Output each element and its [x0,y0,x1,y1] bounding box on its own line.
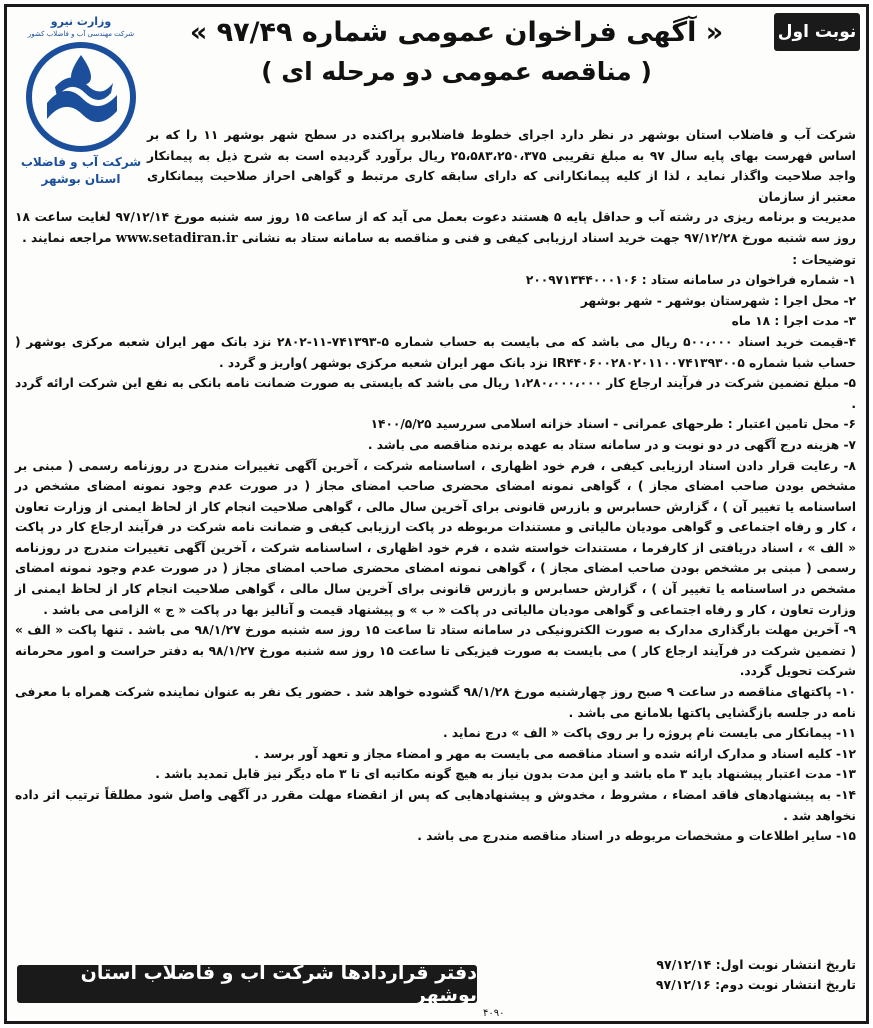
notes-list [15,270,856,847]
list-item-text: شهرستان بوشهر - شهر بوشهر [580,293,774,308]
logo-ministry-text: وزارت نیرو [50,15,112,28]
publication-date-second: تاریخ انتشار نوبت دوم: ۹۷/۱۲/۱۶ [655,977,856,992]
list-item [15,291,856,312]
notes-heading: توضیحات : [792,252,856,267]
announcement-body [15,125,856,847]
page-title: « آگهی فراخوان عمومی شماره ۹۷/۴۹ » [189,17,724,48]
intro-paragraph: شرکت آب و فاضلاب استان بوشهر در نظر دارد اجرای خطوط فاضلابرو پراکنده در سطح شهر بوشهر ۱۱ را که بر اساس فهرست بهای پایه سال ۹۷ به مبلغ تقریبی ۲۵،۵۸۳،۲۵۰،۳۷۵ ریال برآورد گردیده است به شرح ذیل به پیمانکار واجد صلاحیت واگذار نماید ، لذا از کلیه پیمانکارانی که دارای سابقه کاری مرتبط و گواهی احراز صلاحیت پیمانکاری معتبر از سازمان [147,128,857,204]
list-item [15,456,856,621]
list-item-text: ۲۰۰۹۷۱۳۴۴۰۰۰۱۰۶ [525,273,642,288]
list-item-text: ۹- آخرین مهلت بارگذاری مدارک به صورت الکترونیکی در سامانه ستاد تا ساعت ۱۵ روز سه شنبه مورخ ۹۸/۱/۲۷ می باشد . تنها پاکت « الف » ( تضمین شرکت در فرآیند ارجاع کار ) می بایست به صورت فیزیکی تا ساعت ۱۵ روز سه شنبه مورخ ۹۸/۱/۲۷ به دفتر حراست و امور محرمانه شرکت تحویل گردد. [15,623,857,679]
advertisement-page [4,4,869,1024]
list-item [15,311,856,332]
list-item-text: ۵- مبلغ تضمین شرکت در فرآیند ارجاع کار ۱،۲۸۰،۰۰۰،۰۰۰ ریال می باشد که بایستی به صورت ضمانت نامه بانکی به نفع این شرکت ارائه گردد . [15,376,856,411]
list-item-text: ۱۲- کلیه اسناد و مدارک ارائه شده و اسناد مناقصه می بایست به مهر و امضاء مجاز و تعهد آور برسد . [254,746,856,761]
intro-paragraph-tail [15,207,856,249]
list-item-text: ۸- رعایت قرار دادن اسناد ارزیابی کیفی ، فرم خود اظهاری ، اساسنامه شرکت ، آخرین آگهی تغییرات مندرج در روزنامه رسمی ( مبنی بر مشخص بودن صاحب امضای مجاز ) ، گواهی نمونه امضای محضری صاحب امضای مجاز ( در صورت عدم وجود نمونه امضای مشخص در اساسنامه یا تغییر آن ) ، گزارش حسابرس و بازرس قانونی برای آخرین سال مالی ، گواهی صلاحیت انجام کار از لحاظ ایمنی از وزارت تعاون ، کار و رفاه اجتماعی و گواهی مودیان مالیاتی و مستندات مربوطه در پاکت ارزیابی کیفی و ضمانت نامه شرکت در فرآیند ارجاع کار در پاکت « الف » ، اسناد دریافتی از کارفرما ، مستندات خواسته شده ، فرم خود اظهاری ، اساسنامه شرکت ، آخرین آگهی تغییرات مندرج در روزنامه رسمی ( مبنی بر مشخص بودن صاحب امضای مجاز ) ، گواهی نمونه امضای محضری صاحب امضای مجاز ( در صورت عدم وجود نمونه امضای مشخص در اساسنامه یا تغییر آن ) ، گزارش حسابرس و بازرس قانونی برای آخرین سال مالی ، گواهی صلاحیت انجام کار از لحاظ ایمنی از وزارت تعاون ، کار و رفاه اجتماعی و گواهی مودیان مالیاتی در پاکت « ب » و پیشنهاد قیمت و آنالیز بها در پاکت « ج » الزامی می باشد . [15,458,856,617]
logo-company-line1: شرکت آب و فاضلاب [20,155,142,169]
round-badge: نوبت اول [774,13,860,51]
list-item-text: ۱۸ ماه [731,314,775,329]
list-item [15,785,856,826]
website-link[interactable]: www.setadiran.ir [115,230,238,246]
logo-company-line2: استان بوشهر [41,172,121,186]
ad-code: ۴۰۹۰ [483,1008,505,1019]
list-item-text: ۱۴- به پیشنهادهای فاقد امضاء ، مشروط ، مخدوش و پیشنهادهایی که پس از انقضاء مهلت مقرر در آگهی واصل شود مطلقاً ترتیب اثر داده نخواهد شد . [15,788,856,823]
list-item [15,373,856,414]
publication-dates [656,955,856,995]
list-item-text: طرحهای عمرانی - اسناد خزانه اسلامی سررسید ۱۴۰۰/۵/۲۵ [370,417,728,432]
page-subtitle: ( مناقصه عمومی دو مرحله ای ) [261,57,652,86]
list-item [15,414,856,435]
list-item [15,826,856,847]
list-item-label: ۳- مدت اجرا : [774,314,856,329]
list-item-label: ۱- شماره فراخوان در سامانه ستاد : [641,273,856,288]
footer [13,955,860,1019]
list-item [15,620,856,682]
list-item-text: ۷- هزینه درج آگهی در دو نوبت و در سامانه ستاد به عهده برنده مناقصه می باشد . [367,437,856,452]
list-item [15,682,856,723]
list-item [15,332,856,373]
list-item-text: ۱۰- پاکتهای مناقصه در ساعت ۹ صبح روز چهارشنبه مورخ ۹۸/۱/۲۸ گشوده خواهد شد . حضور یک نفر به عنوان نماینده شرکت همراه با معرفی نامه در جلسه بازگشایی پاکتها بلامانع می باشد . [15,685,856,720]
intro-tail-end: مراجعه نمایند . [22,230,112,245]
list-item [15,764,856,785]
list-item-text: ۱۵- سایر اطلاعات و مشخصات مربوطه در اسناد مناقصه مندرج می باشد . [417,829,856,844]
contracts-office-banner: دفتر قراردادها شرکت آب و فاضلاب استان بوشهر [17,965,477,1003]
list-item [15,270,856,291]
title-block [147,13,766,91]
list-item [15,723,856,744]
list-item [15,744,856,765]
list-item-label: ۲- محل اجرا : [773,293,856,308]
list-item-text: ۴-قیمت خرید اسناد ۵۰۰،۰۰۰ ریال می باشد که می بایست به حساب شماره ۵-۷۴۱۳۹۳-۱۱-۲۸۰۲ نزد بانک مهر ایران شعبه مرکزی بوشهر ( حساب شبا شماره IR۴۴۰۶۰۰۲۸۰۲۰۱۱۰۰۷۴۱۳۹۳۰۰۵ نزد بانک مهر ایران شعبه مرکزی بوشهر )واریز و گردد . [15,334,857,370]
list-item-label: ۶- محل تامین اعتبار : [727,417,856,432]
list-item-text: ۱۳- مدت اعتبار پیشنهاد باید ۳ ماه باشد و این مدت بدون نیاز به هیچ گونه مکاتبه ای تا ۳ ماه دیگر نیز قابل تمدید باشد . [155,767,856,782]
publication-date-first: تاریخ انتشار نوبت اول: ۹۷/۱۲/۱۴ [656,957,856,972]
intro-tail-text: مدیریت و برنامه ریزی در رشته آب و حداقل پایه ۵ هستند دعوت بعمل می آید که از ساعت ۱۵ روز سه شنبه مورخ ۹۷/۱۲/۱۴ لغایت ساعت ۱۸ روز سه شنبه مورخ ۹۷/۱۲/۲۸ جهت خرید اسناد ارزیابی کیفی و فنی و مناقصه به سامانه ستاد به نشانی [15,210,856,245]
list-item [15,435,856,456]
list-item-text: ۱۱- پیمانکار می بایست نام پروژه را بر روی پاکت « الف » درج نماید . [443,726,856,741]
logo-ministry-subtext: شرکت مهندسی آب و فاضلاب کشور [27,30,135,38]
